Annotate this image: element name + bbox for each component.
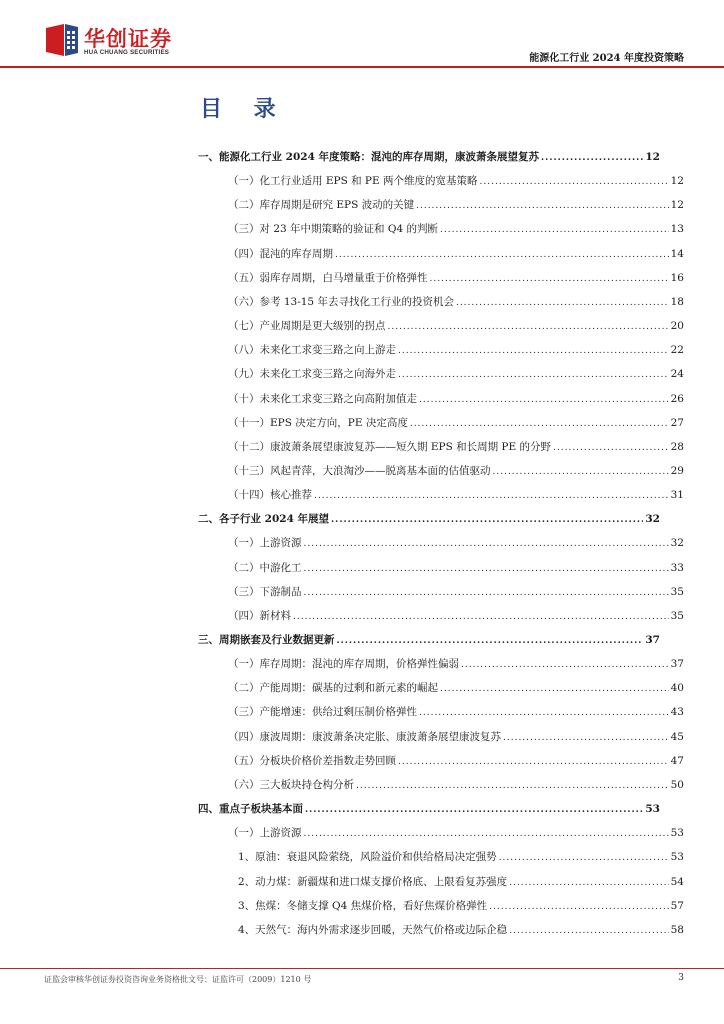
toc-entry-text: （十三）风起青萍，大浪淘沙——脱离基本面的估值驱动	[228, 464, 491, 477]
toc-subsection-link[interactable]	[228, 343, 684, 358]
footer-divider	[0, 968, 724, 969]
toc-leader-dots	[419, 393, 669, 407]
toc-entry-text: （五）分板块价格价差指数走势回顾	[228, 754, 396, 767]
toc-entry-text: 四、重点子板块基本面	[198, 803, 303, 816]
toc-entry-text: 三、周期嵌套及行业数据更新	[198, 634, 335, 646]
toc-leader-dots	[493, 465, 669, 479]
toc-leader-dots	[553, 441, 669, 455]
toc-page-number: 27	[670, 416, 684, 429]
toc-page-number: 31	[670, 489, 684, 502]
toc-page-number: 18	[670, 295, 684, 308]
toc-leader-dots	[480, 175, 669, 189]
toc-section-link[interactable]	[198, 150, 660, 165]
toc-leader-dots	[461, 658, 669, 672]
toc-subsection-link[interactable]	[228, 174, 684, 189]
toc-subsection-link[interactable]	[228, 271, 684, 286]
toc-leader-dots	[331, 513, 643, 527]
logo-flag-icon	[44, 22, 80, 58]
toc-entry-text: 二、各子行业 2024 年展望	[198, 513, 330, 526]
toc-subsection-link[interactable]	[238, 899, 684, 914]
toc-subsection-link[interactable]	[228, 222, 684, 237]
toc-leader-dots	[509, 924, 668, 938]
toc-page-number: 53	[645, 803, 660, 816]
toc-subsection-link[interactable]	[238, 875, 684, 890]
toc-subsection-link[interactable]	[228, 561, 684, 576]
toc-entry-text: 一、能源化工行业 2024 年度策略：混沌的库存周期，康波萧条展望复苏	[198, 151, 540, 163]
toc-entry-text: （八）未来化工求变三路之向上游走	[228, 344, 396, 357]
toc-subsection-link[interactable]	[228, 754, 684, 769]
toc-leader-dots	[499, 851, 669, 865]
toc-leader-dots	[503, 731, 669, 745]
toc-entry-text: （一）上游资源	[228, 827, 302, 840]
toc-page-number: 50	[670, 778, 684, 791]
toc-subsection-link[interactable]	[228, 440, 684, 455]
toc-subsection-link[interactable]	[228, 464, 684, 479]
toc-leader-dots	[440, 223, 669, 237]
toc-page-number: 37	[645, 634, 660, 646]
toc-page-number: 32	[645, 513, 660, 526]
toc-entry-text: （十四）核心推荐	[228, 489, 312, 502]
toc-subsection-link[interactable]	[228, 681, 684, 696]
toc-entry-text: （一）上游资源	[228, 537, 302, 550]
toc-page-number: 37	[670, 658, 684, 671]
toc-leader-dots	[440, 682, 669, 696]
toc-page-number: 29	[670, 464, 684, 477]
toc-page-number: 26	[670, 392, 684, 405]
toc-entry-text: （二）中游化工	[228, 561, 302, 574]
toc-entry-text: （四）混沌的库存周期	[228, 247, 333, 260]
toc-subsection-link[interactable]	[228, 198, 684, 213]
toc-leader-dots	[541, 151, 643, 165]
toc-section-link[interactable]	[198, 633, 660, 648]
document-title: 能源化工行业 2024 年度投资策略	[529, 53, 684, 64]
toc-entry-text: （四）康波周期：康波萧条决定胀、康波萧条展望康波复苏	[228, 730, 501, 743]
toc-entry-text: （三）下游制品	[228, 585, 302, 598]
toc-page-number: 22	[670, 344, 684, 357]
footer-disclaimer: 证监会审核华创证券投资咨询业务资格批文号：证监许可（2009）1210 号	[44, 975, 312, 984]
toc-subsection-link[interactable]	[228, 609, 684, 624]
toc-page-number: 58	[670, 923, 684, 936]
toc-subsection-link[interactable]	[238, 850, 684, 865]
toc-leader-dots	[410, 417, 669, 431]
company-logo	[44, 22, 244, 62]
toc-leader-dots	[416, 199, 669, 213]
toc-subsection-link[interactable]	[228, 657, 684, 672]
toc-page-number: 13	[670, 223, 684, 236]
logo-english-name: HUA CHUANG SECURITIES	[84, 49, 170, 56]
header-divider	[0, 66, 724, 68]
toc-leader-dots	[456, 296, 669, 310]
toc-page-number: 12	[670, 199, 684, 212]
toc-leader-dots	[509, 876, 668, 890]
toc-entry-text: （九）未来化工求变三路之向海外走	[228, 368, 396, 381]
toc-section-link[interactable]	[198, 802, 660, 817]
toc-entry-text: （十二）康波萧条展望康波复苏——短久期 EPS 和长周期 PE 的分野	[228, 440, 552, 453]
page-header	[0, 0, 724, 68]
toc-subsection-link[interactable]	[238, 923, 684, 938]
toc-subsection-link[interactable]	[228, 295, 684, 310]
toc-page-number: 20	[670, 320, 684, 333]
toc-subsection-link[interactable]	[228, 247, 684, 262]
toc-subsection-link[interactable]	[228, 778, 684, 793]
toc-leader-dots	[398, 368, 669, 382]
toc-subsection-link[interactable]	[228, 536, 684, 551]
toc-page-number: 12	[645, 151, 660, 163]
logo-chinese-name: 华创证券	[84, 27, 172, 51]
toc-page-number: 40	[670, 682, 684, 695]
toc-entry-text: （十）未来化工求变三路之向高附加值走	[228, 392, 417, 405]
toc-page-number: 32	[670, 537, 684, 550]
toc-entry-text: 2、动力煤：新疆煤和进口煤支撑价格底、上限看复苏强度	[238, 875, 508, 888]
toc-leader-dots	[305, 803, 643, 817]
toc-subsection-link[interactable]	[228, 730, 684, 745]
toc-page-number: 12	[670, 175, 684, 188]
toc-entry-text: （四）新材料	[228, 609, 291, 622]
toc-page-number: 35	[670, 585, 684, 598]
toc-leader-dots	[304, 537, 669, 551]
toc-leader-dots	[314, 489, 669, 503]
toc-page-number: 28	[670, 440, 684, 453]
toc-leader-dots	[335, 248, 669, 262]
toc-leader-dots	[337, 634, 644, 648]
toc-leader-dots	[489, 900, 668, 914]
toc-page-number: 33	[670, 561, 684, 574]
toc-subsection-link[interactable]	[228, 585, 684, 600]
toc-subsection-link[interactable]	[228, 367, 684, 382]
toc-subsection-link[interactable]	[228, 488, 684, 503]
toc-section-link[interactable]	[198, 512, 660, 527]
toc-entry-text: （一）库存周期：混沌的库存周期，价格弹性偏弱	[228, 658, 459, 671]
toc-entry-text: （二）产能周期：碳基的过剩和新元素的崛起	[228, 682, 438, 695]
toc-page-number: 43	[670, 706, 684, 719]
page-number: 3	[678, 973, 684, 983]
toc-page-number: 16	[670, 271, 684, 284]
toc-leader-dots	[304, 827, 669, 841]
toc-leader-dots	[356, 779, 669, 793]
toc-leader-dots	[398, 755, 669, 769]
toc-entry-text: （三）对 23 年中期策略的验证和 Q4 的判断	[228, 223, 438, 236]
toc-subsection-link[interactable]	[228, 826, 684, 841]
toc-page-number: 53	[670, 827, 684, 840]
toc-leader-dots	[304, 562, 669, 576]
toc-page-number: 14	[670, 247, 684, 260]
toc-leader-dots	[293, 610, 669, 624]
toc-entry-text: （一）化工行业适用 EPS 和 PE 两个维度的宽基策略	[228, 175, 478, 188]
toc-entry-text: （七）产业周期是更大级别的拐点	[228, 320, 386, 333]
toc-entry-text: 4、天然气：海内外需求逐步回暖，天然气价格或边际企稳	[238, 923, 508, 936]
toc-entry-text: （六）参考 13-15 年去寻找化工行业的投资机会	[228, 295, 454, 308]
toc-entry-text: （六）三大板块持仓构分析	[228, 778, 354, 791]
toc-entry-text: 1、原油：衰退风险萦绕，风险溢价和供给格局决定强势	[238, 851, 497, 864]
toc-leader-dots	[398, 344, 669, 358]
toc-heading: 目 录	[200, 96, 288, 122]
toc-page-number: 53	[670, 851, 684, 864]
toc-subsection-link[interactable]	[228, 705, 684, 720]
toc-page-number: 24	[670, 368, 684, 381]
toc-page-number: 35	[670, 609, 684, 622]
toc-page-number: 54	[670, 875, 684, 888]
toc-entry-text: （五）弱库存周期，白马增量重于价格弹性	[228, 271, 428, 284]
toc-leader-dots	[304, 586, 669, 600]
toc-page-number: 57	[670, 899, 684, 912]
toc-subsection-link[interactable]	[228, 416, 684, 431]
toc-subsection-link[interactable]	[228, 392, 684, 407]
toc-subsection-link[interactable]	[228, 319, 684, 334]
toc-entry-text: （十一）EPS 决定方向，PE 决定高度	[228, 416, 408, 429]
toc-leader-dots	[419, 706, 669, 720]
toc-entry-text: （三）产能增速：供给过剩压制价格弹性	[228, 706, 417, 719]
toc-leader-dots	[388, 320, 669, 334]
toc-entry-text: 3、焦煤：冬储支撑 Q4 焦煤价格，看好焦煤价格弹性	[238, 899, 488, 912]
toc-leader-dots	[430, 272, 669, 286]
toc-entry-text: （二）库存周期是研究 EPS 波动的关键	[228, 199, 415, 212]
toc-page-number: 47	[670, 754, 684, 767]
toc-page-number: 45	[670, 730, 684, 743]
